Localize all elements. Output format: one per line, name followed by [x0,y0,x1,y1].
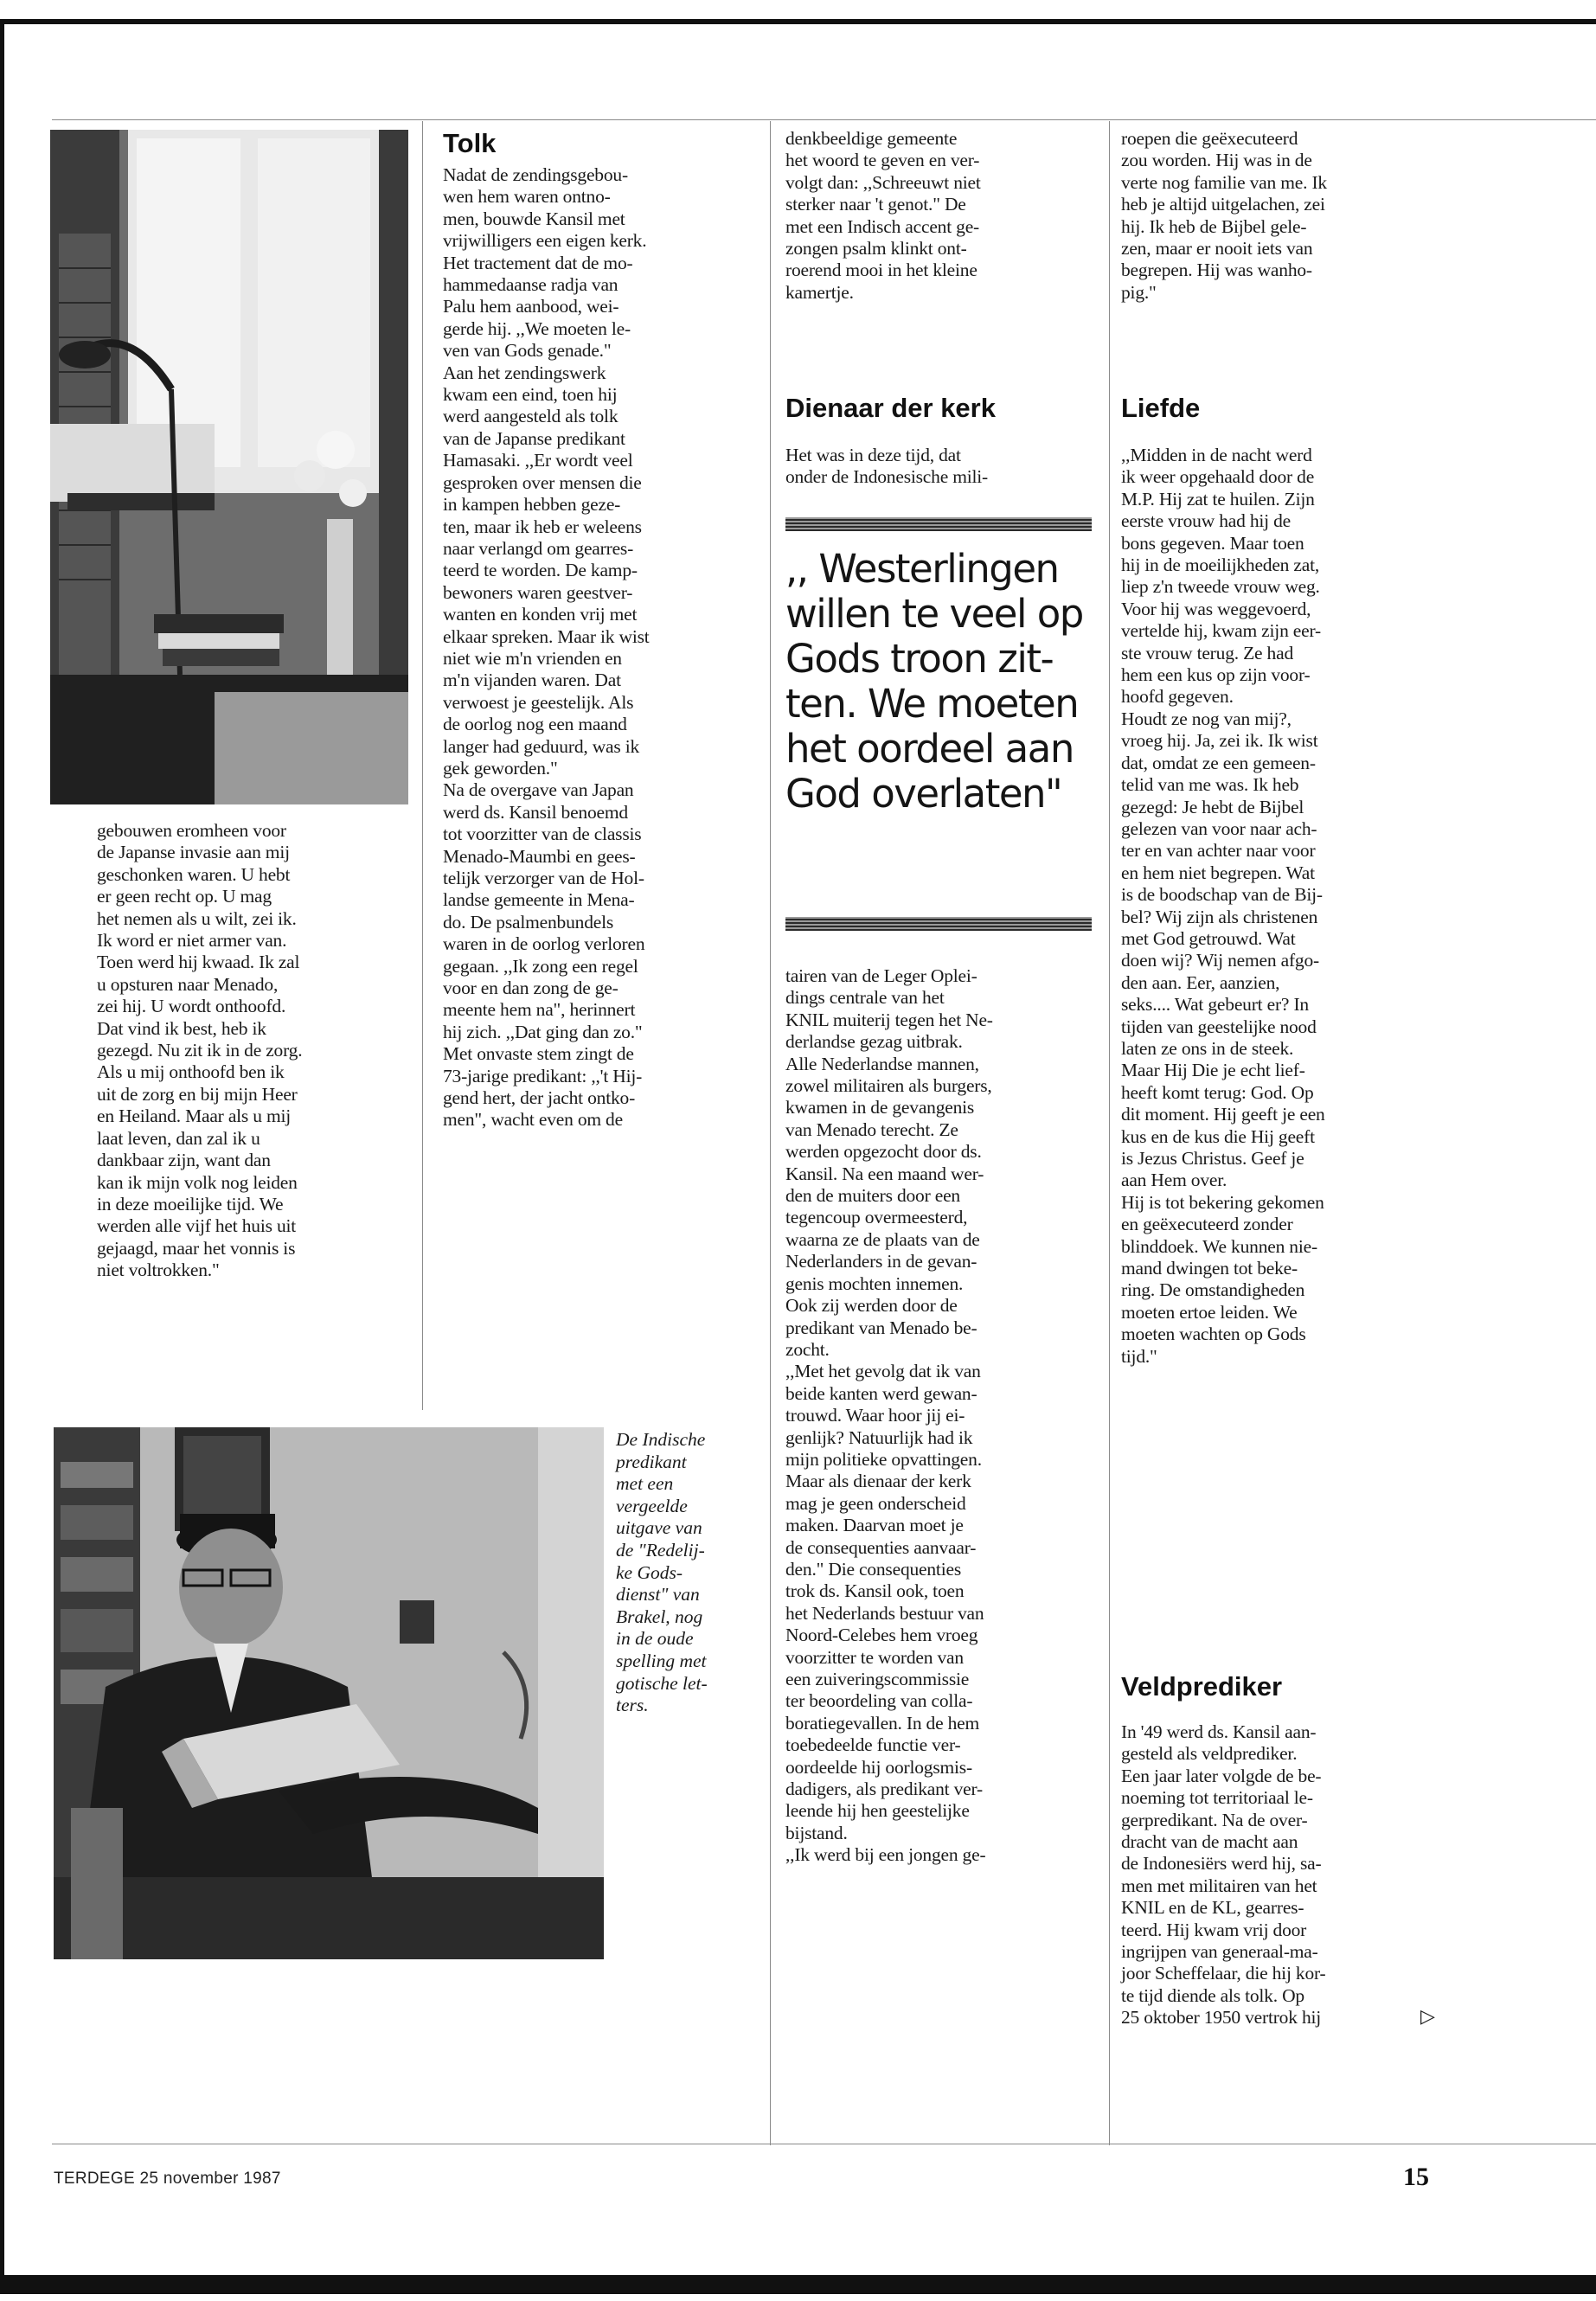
column-4-bottom-text: In '49 werd ds. Kansil aan- gesteld als veldprediker. Een jaar later volgde de be- noeming tot territoriaal le- gerpredikant. Na de over- dracht van de macht aan de Indonesiërs werd hij, sa- men met militairen van het KNIL en de KL, gearres- teerd. Hij kwam vrij door ingrijpen van generaal-ma- joor Scheffelaar, die hij kor- te tijd diende als tolk. Op 25 oktober 1950 vertrok hij [1121,1721,1326,2029]
pull-quote-bar-bottom [785,917,1092,931]
continued-arrow-icon: ▷ [1420,2005,1435,2027]
column-4-top-text: roepen die geëxecuteerd zou worden. Hij was in de verte nog familie van me. Ik heb je altijd uitgelachen, zei hij. Ik heb de Bijbel gele- zen, maar er nooit iets van begrepen. Hij was wanho- pig." [1121,128,1327,303]
heading-tolk: Tolk [443,128,497,158]
column-rule-1 [422,121,423,1410]
column-rule-3 [1109,121,1110,2145]
column-3-mid-text: Het was in deze tijd, dat onder de Indonesische mili- [785,445,989,488]
column-3-bottom-text: tairen van de Leger Oplei- dings centrale van het KNIL muiterij tegen het Ne- derlandse gezag uitbrak. Alle Nederlandse mannen, zowel militairen als burgers, kwamen in de gevangenis van Menado terecht. Ze werden opgezocht door ds. Kansil. Na een maand wer- den de muiters door een tegencoup overmeesterd, waarna ze de plaats van de Nederlanders in de gevan- genis mochten innemen. Ook zij werden door de predikant van Menado be- zocht. ,,Met het gevolg dat ik van beide kanten werd gewan- trouwd. Waar hoor jij ei- genlijk? Natuurlijk had ik mijn politieke opvattingen. Maar als dienaar der kerk mag je geen onderscheid maken. Daarvan moet je de consequenties aanvaar- den." Die consequenties trok ds. Kansil ook, toen het Nederlands bestuur van Noord-Celebes hem vroeg voorzitter te worden van een zuiveringscommissie ter beoordeling van colla- boratiegevallen. In de hem toebedeelde functie ver- oordeelde hij oorlogsmis- dadigers, als predikant ver- leende hij hen geestelijke bijstand. ,,Ik werd bij een jongen ge- [785,965,993,1866]
heading-liefde: Liefde [1121,393,1201,423]
header-rule [52,119,1596,120]
heading-veldprediker: Veldprediker [1121,1671,1283,1702]
predikant-photo-image [54,1427,604,1959]
photo-caption: De Indische predikant met een vergeelde uitgave van de "Redelij- ke Gods- dienst" van Brakel, nog in de oude spelling met gotische let- ters. [616,1429,708,1716]
pull-quote-bar-top [785,517,1092,531]
footer-publication: TERDEGE 25 november 1987 [54,2170,281,2188]
column-4-mid-text: ,,Midden in de nacht werd ik weer opgehaald door de M.P. Hij zat te huilen. Zijn eerste vrouw had hij de bons gegeven. Maar toen hij in de moeilijkheden zat, liep z'n tweede vrouw weg. Voor hij was weggevoerd, vertelde hij, kwam zijn eer- ste vrouw terug. Ze had hem een kus op zijn voor- hoofd gegeven. Houdt ze nog van mij?, vroeg hij. Ja, zei ik. Ik wist dat, omdat ze een gemeen- telid van me was. Ik heb gezegd: Je hebt de Bijbel gelezen van voor naar ach- ter en van achter naar voor en hem niet begrepen. Wat is de boodschap van de Bij- bel? Wij zijn als christenen met God getrouwd. Wat doen wij? Wij nemen afgo- den aan. Eer, aanzien, seks.... Wat gebeurt er? In tijden van geestelijke nood laten ze ons in de steek. Maar Hij Die je echt lief- heeft komt terug: God. Op dit moment. Hij geeft je een kus en de kus die Hij geeft is Jezus Christus. Geef je aan Hem over. Hij is tot bekering gekomen en geëxecuteerd zonder blinddoek. We kunnen nie- mand dwingen tot beke- ring. De omstandigheden moeten ertoe leiden. We moeten wachten op Gods tijd." [1121,445,1325,1367]
column-3-top-text: denkbeeldige gemeente het woord te geven en ver- volgt dan: ,,Schreeuwt niet sterker naar 't genot." De met een Indisch accent ge- zongen psalm klinkt ont- roerend mooi in het kleine kamertje. [785,128,981,303]
page-number: 15 [1403,2163,1429,2191]
heading-dienaar-der-kerk: Dienaar der kerk [785,393,996,423]
desk-photo-image [50,130,408,804]
pull-quote: ,, Westerlingen willen te veel op Gods troon zit- ten. We moeten het oordeel aan God overlaten" [785,546,1083,817]
column-rule-2 [770,121,771,2145]
photo-desk-lamp [50,130,408,804]
column-2-text: Nadat de zendingsgebou- wen hem waren ontno- men, bouwde Kansil met vrijwilligers een eigen kerk. Het tractement dat de mo- hammedaanse radja van Palu hem aanbood, wei- gerde hij. ,,We moeten le- ven van Gods genade." Aan het zendingswerk kwam een eind, toen hij werd aangesteld als tolk van de Japanse predikant Hamasaki. ,,Er wordt veel gesproken over mensen die in kampen hebben geze- ten, maar ik heb er weleens naar verlangd om gearres- teerd te worden. De kamp- bewoners waren geestver- wanten en konden vrij met elkaar spreken. Maar ik wist niet wie m'n vrienden en m'n vijanden waren. Dat verwoest je geestelijk. Als de oorlog nog een maand langer had geduurd, was ik gek geworden." Na de overgave van Japan werd ds. Kansil benoemd tot voorzitter van de classis Menado-Maumbi en gees- telijk verzorger van de Hol- landse gemeente in Mena- do. De psalmenbundels waren in de oorlog verloren gegaan. ,,Ik zong een regel voor en dan zong de ge- meente hem na", herinnert hij zich. ,,Dat ging dan zo." Met onvaste stem zingt de 73-jarige predikant: ,,'t Hij- gend hert, der jacht ontko- men", wacht even om de [443,164,650,1131]
column-1-text: gebouwen eromheen voor de Japanse invasie aan mij geschonken waren. U hebt er geen recht op. U mag het nemen als u wilt, zei ik. Ik word er niet armer van. Toen werd hij kwaad. Ik zal u opsturen naar Menado, zei hij. U wordt onthoofd. Dat vind ik best, heb ik gezegd. Nu zit ik in de zorg. Als u mij onthoofd ben ik uit de zorg en bij mijn Heer en Heiland. Maar als u mij laat leven, dan zal ik u dankbaar zijn, want dan kan ik mijn volk nog leiden in deze moeilijke tijd. We werden alle vijf het huis uit gejaagd, maar het vonnis is niet voltrokken." [97,820,303,1281]
top-border [0,19,1596,24]
bottom-border [0,2275,1596,2294]
left-border [0,19,4,2275]
photo-predikant-reading [54,1427,604,1959]
